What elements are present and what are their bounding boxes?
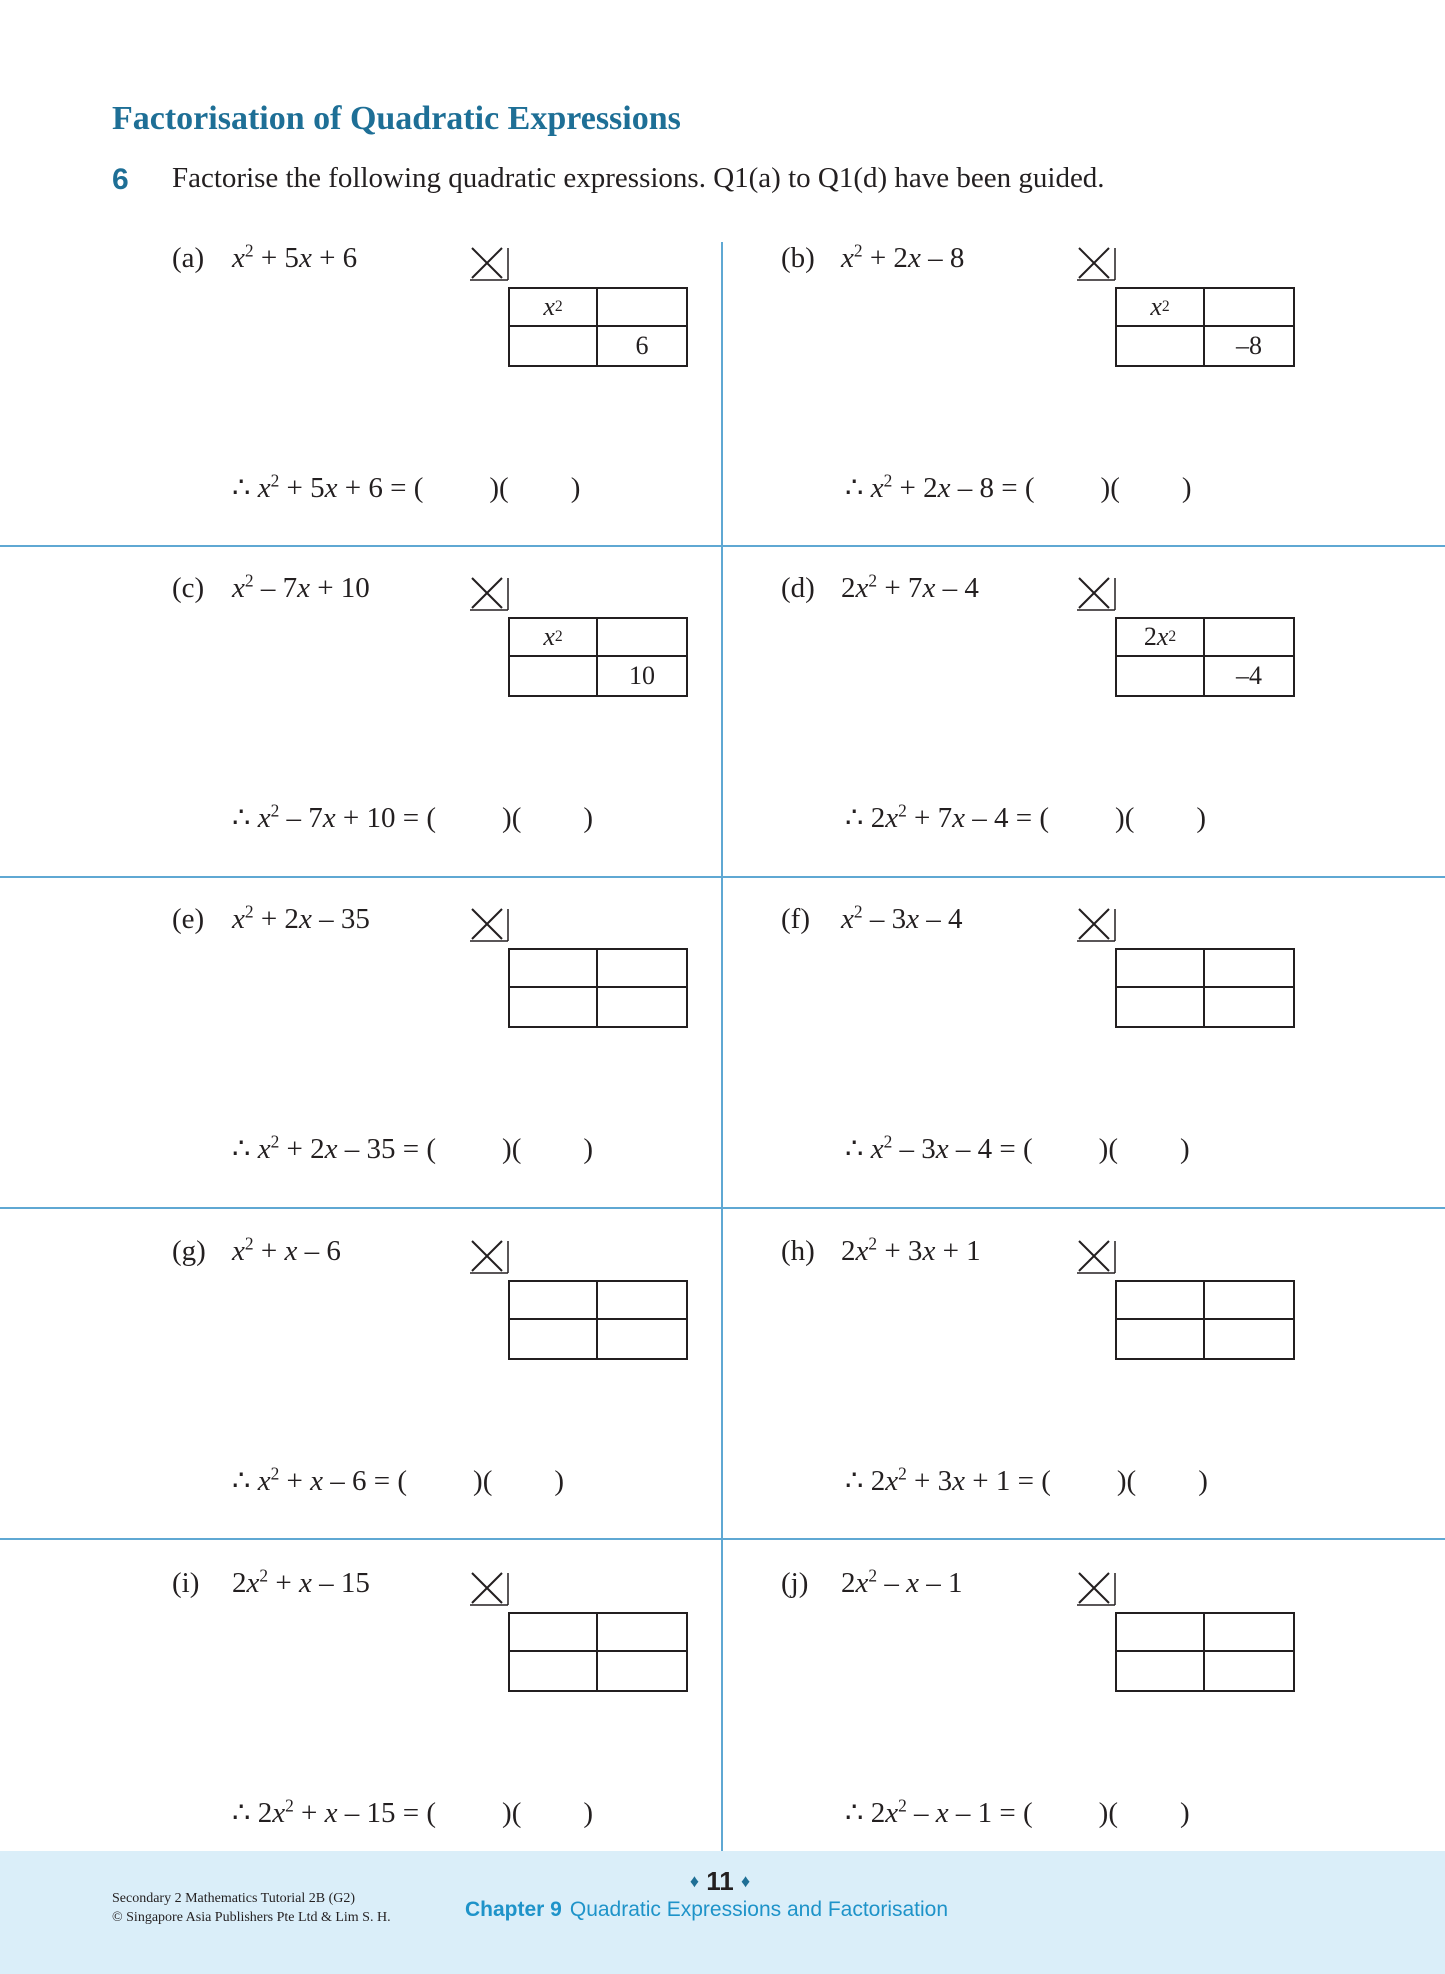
grid-cell[interactable] [510,1652,598,1690]
part-letter: (c) [172,572,205,604]
therefore-icon: ∴ [845,472,864,504]
part-letter: (i) [172,1567,200,1599]
grid-cell[interactable] [598,289,686,327]
factorised-answer-line [845,470,1192,505]
factor-grid [508,1280,688,1360]
factor-grid [1115,1612,1295,1692]
grid-cell[interactable] [1117,950,1205,988]
chapter-label: Chapter 9 [465,1898,562,1921]
answer-end: ) [1180,1133,1190,1165]
quadratic-expression: $x^2 - 3x - 4$ [841,901,963,935]
row-divider [0,1207,1445,1209]
grid-cell: 2 x 2 [1117,619,1205,657]
question-instruction: Factorise the following quadratic expressions. Q1(a) to Q1(d) have been guided. [172,162,1105,194]
grid-cell: 10 [629,661,655,690]
quadratic-expression: $2x^2 + x - 15$ [232,1565,370,1599]
answer-expression: $x^2 + x - 6$ = ( [257,1463,408,1497]
page-number-block [680,1866,760,1897]
part-j-expression [781,1567,962,1600]
cross-multiplication-icon [1077,907,1117,957]
factorised-answer-line [845,1795,1190,1830]
grid-cell[interactable] [598,1614,686,1652]
answer-expression: $2x^2 + 3x + 1$ = ( [870,1463,1051,1497]
grid-cell[interactable] [1205,1282,1293,1320]
factorised-answer-line [845,1131,1190,1166]
grid-cell[interactable] [1205,950,1293,988]
cross-multiplication-icon [470,246,510,296]
answer-expression: $x^2 + 2x - 8$ = ( [870,470,1035,504]
grid-cell[interactable] [598,1282,686,1320]
factorised-answer-line [232,470,580,505]
answer-end: ) [583,1133,594,1165]
grid-cell[interactable] [1205,988,1293,1026]
grid-cell[interactable] [1117,988,1205,1026]
grid-cell[interactable] [510,1282,598,1320]
grid-cell[interactable] [598,988,686,1026]
answer-expression: $2x^2 + 7x - 4$ = ( [870,800,1050,834]
row-divider [0,545,1445,547]
quadratic-expression: $x^2 - 7x + 10$ [232,570,370,604]
cross-multiplication-icon [1077,1239,1117,1289]
part-letter: (d) [781,572,815,604]
part-c-expression [172,572,370,605]
grid-cell[interactable] [598,950,686,988]
grid-cell[interactable] [1117,657,1205,695]
cross-multiplication-icon [470,576,510,626]
footer-copyright: © Singapore Asia Publishers Pte Ltd & Lim S. H. [112,1910,391,1925]
part-letter: (f) [781,903,810,935]
cross-multiplication-icon [470,1571,510,1621]
quadratic-expression: $x^2 + 5x + 6$ [232,240,358,274]
grid-cell[interactable] [598,1320,686,1358]
answer-mid: )( [1100,472,1120,504]
part-i-expression [172,1567,370,1600]
grid-cell[interactable] [1117,1320,1205,1358]
grid-cell: x 2 [1117,289,1205,327]
column-divider [721,242,723,1851]
grid-cell: –4 [1236,661,1262,690]
quadratic-expression: $2x^2$ – x – 1 [841,1565,963,1599]
answer-end: ) [583,1797,594,1829]
factorised-answer-line [232,1131,593,1166]
answer-mid: )( [502,1797,522,1829]
grid-cell: –8 [1236,331,1262,360]
page-number: 11 [706,1866,734,1896]
diamond-icon: ♦ [740,1871,751,1891]
answer-expression: $x^2 - 7x + 10$ = ( [257,800,437,834]
factorised-answer-line [232,1463,564,1498]
grid-cell[interactable] [1117,1652,1205,1690]
grid-cell: 6 [635,331,649,360]
grid-cell[interactable] [1205,1320,1293,1358]
cross-multiplication-icon [1077,576,1117,626]
grid-cell: x 2 [510,289,598,327]
therefore-icon: ∴ [232,1797,251,1829]
footer-credits [112,1889,391,1927]
therefore-icon: ∴ [232,472,251,504]
grid-cell[interactable] [510,1320,598,1358]
answer-end: ) [1198,1465,1208,1497]
cross-multiplication-icon [1077,246,1117,296]
factor-grid [508,287,688,367]
footer-chapter [465,1898,948,1922]
part-g-expression [172,1235,341,1268]
part-letter: (j) [781,1567,809,1599]
answer-expression: $x^2 - 3x - 4$ = ( [870,1131,1033,1165]
grid-cell[interactable] [1205,289,1293,327]
answer-expression: $x^2 + 2x - 35$ = ( [257,1131,437,1165]
grid-cell[interactable] [510,1614,598,1652]
answer-mid: )( [1098,1797,1118,1829]
row-divider [0,1538,1445,1540]
factorised-answer-line [232,800,593,835]
factor-grid [508,1612,688,1692]
answer-expression: $x^2 + 5x + 6$ = ( [257,470,424,504]
therefore-icon: ∴ [232,1133,251,1165]
chapter-title: Quadratic Expressions and Factorisation [569,1898,949,1921]
answer-expression: $2x^2 + x - 15$ = ( [257,1795,437,1829]
grid-cell[interactable] [510,657,598,695]
grid-cell[interactable] [598,1652,686,1690]
part-f-expression [781,903,962,936]
part-b-expression [781,242,964,275]
grid-cell: x 2 [510,619,598,657]
part-letter: (a) [172,242,205,274]
factor-grid [1115,1280,1295,1360]
answer-mid: )( [1098,1133,1118,1165]
grid-cell[interactable] [510,950,598,988]
therefore-icon: ∴ [845,1797,864,1829]
factor-grid [1115,287,1295,367]
grid-cell[interactable] [598,619,686,657]
cross-multiplication-icon [1077,1571,1117,1621]
factorised-answer-line [845,800,1206,835]
grid-cell[interactable] [1205,1652,1293,1690]
footer-book-title: Secondary 2 Mathematics Tutorial 2B (G2) [112,1891,356,1906]
answer-end: ) [1196,802,1207,834]
answer-mid: )( [502,1133,522,1165]
quadratic-expression: $2x^2 + 3x + 1$ [841,1233,981,1267]
part-d-expression [781,572,979,605]
part-letter: (e) [172,903,205,935]
answer-end: ) [570,472,581,504]
grid-cell[interactable] [1205,619,1293,657]
answer-mid: )( [489,472,509,504]
part-letter: (b) [781,242,815,274]
quadratic-expression: $x^2 + 2x - 8$ [841,240,965,274]
grid-cell[interactable] [510,327,598,365]
section-heading: Factorisation of Quadratic Expressions [112,100,681,137]
therefore-icon: ∴ [232,802,251,834]
answer-mid: )( [1116,1465,1137,1497]
factor-grid [1115,948,1295,1028]
cross-multiplication-icon [470,1239,510,1289]
quadratic-expression: $2x^2 + 7x - 4$ [841,570,979,604]
factor-grid [508,948,688,1028]
part-letter: (h) [781,1235,815,1267]
part-e-expression [172,903,370,936]
answer-mid: )( [473,1465,493,1497]
quadratic-expression: $x^2 + x - 6$ [232,1233,341,1267]
therefore-icon: ∴ [845,802,864,834]
therefore-icon: ∴ [232,1465,251,1497]
grid-cell[interactable] [1205,1614,1293,1652]
cross-multiplication-icon [470,907,510,957]
part-letter: (g) [172,1235,206,1267]
grid-cell[interactable] [1117,1614,1205,1652]
diamond-icon: ♦ [689,1871,700,1891]
factor-grid [508,617,688,697]
grid-cell[interactable] [1117,1282,1205,1320]
answer-end: ) [583,802,594,834]
therefore-icon: ∴ [845,1133,864,1165]
answer-end: ) [1181,472,1192,504]
therefore-icon: ∴ [845,1465,864,1497]
answer-mid: )( [1115,802,1135,834]
grid-cell[interactable] [1117,327,1205,365]
part-h-expression [781,1235,981,1268]
answer-mid: )( [502,802,522,834]
factorised-answer-line [845,1463,1208,1498]
answer-end: ) [1180,1797,1190,1829]
factorised-answer-line [232,1795,593,1830]
part-a-expression [172,242,357,275]
factor-grid [1115,617,1295,697]
grid-cell[interactable] [510,988,598,1026]
answer-expression: $2x^2$ – x – 1 = ( [870,1795,1033,1829]
answer-end: ) [554,1465,565,1497]
row-divider [0,876,1445,878]
quadratic-expression: $x^2 + 2x - 35$ [232,901,370,935]
question-number: 6 [112,163,129,196]
